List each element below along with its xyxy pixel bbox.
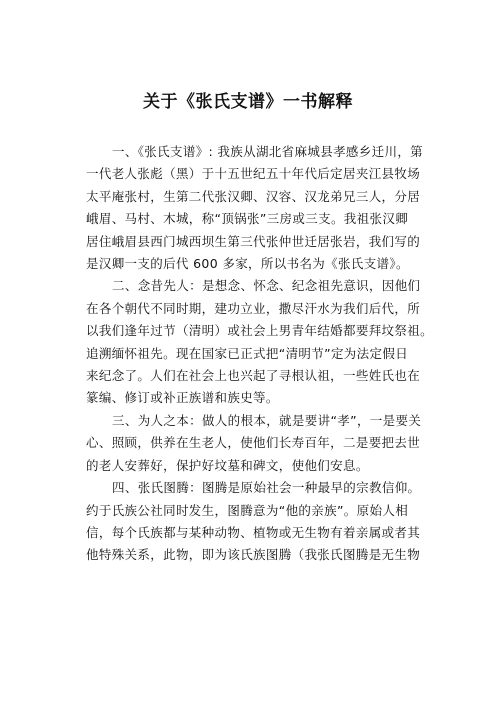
text-line: 信，每个氏族都与某种动物、植物或无生物有着亲属或者其 [86, 524, 421, 540]
text-line: 四、张氏图腾：图腾是原始社会一种最早的宗教信仰。 [112, 480, 421, 496]
text-line: 来纪念了。人们在社会上也兴起了寻根认祖，一些姓氏也在 [86, 368, 421, 384]
text-line: 篆编、修订或补正族谱和族史等。 [86, 390, 279, 406]
text-line: 居住峨眉县西门城西坝生第三代张仲世迁居张岩，我们写的 [86, 233, 421, 249]
text-line: 一、《张氏支谱》: 我族从湖北省麻城县孝感乡迁川，第 [112, 144, 424, 159]
text-line: 在各个朝代不同时期，建功立业，撒尽汗水为我们后代，所 [86, 300, 421, 316]
text-line: 追溯缅怀祖先。现在国家已正式把“清明节”定为法定假日 [86, 345, 409, 361]
paragraph-2 [86, 275, 433, 409]
text-line: 二、念昔先人：是想念、怀念、纪念祖先意识，因他们 [112, 278, 421, 294]
text-line: 是汉卿一支的后代 600 多家，所以书名为《张氏支谱》。 [86, 256, 409, 272]
text-line: 他特殊关系，此物，即为该氏族图腾（我张氏图腾是无生物 [86, 547, 421, 563]
text-line: 心、照顾，供养在生老人，使他们长寿百年，二是要把去世 [86, 435, 421, 451]
text-line: 太平庵张村，生第二代张汉卿、汉容、汉龙弟兄三人，分居 [86, 188, 421, 204]
text-line: 峨眉、马村、木城，称“顶锅张”三房或三支。我祖张汉卿 [86, 211, 409, 227]
text-line: 以我们逢年过节（清明）或社会上男青年结婚都要拜坟祭祖。 [86, 323, 433, 339]
document-title: 关于《张氏支谱》一书解释 [143, 92, 353, 112]
paragraph-1 [86, 141, 424, 275]
paragraph-4 [86, 477, 421, 567]
paragraph-3 [86, 410, 422, 477]
document-body [86, 141, 433, 567]
text-line: 三、为人之本：做人的根本，就是要讲“孝”，一是要关 [112, 412, 422, 428]
text-line: 的老人安葬好，保护好坟墓和碑文，使他们安息。 [86, 457, 369, 473]
text-line: 一代老人张彪（黑）于十五世纪五十年代后定居夹江县牧场 [86, 166, 421, 182]
text-line: 约于氏族公社同时发生，图腾意为“他的亲族”。原始人相 [86, 502, 409, 518]
